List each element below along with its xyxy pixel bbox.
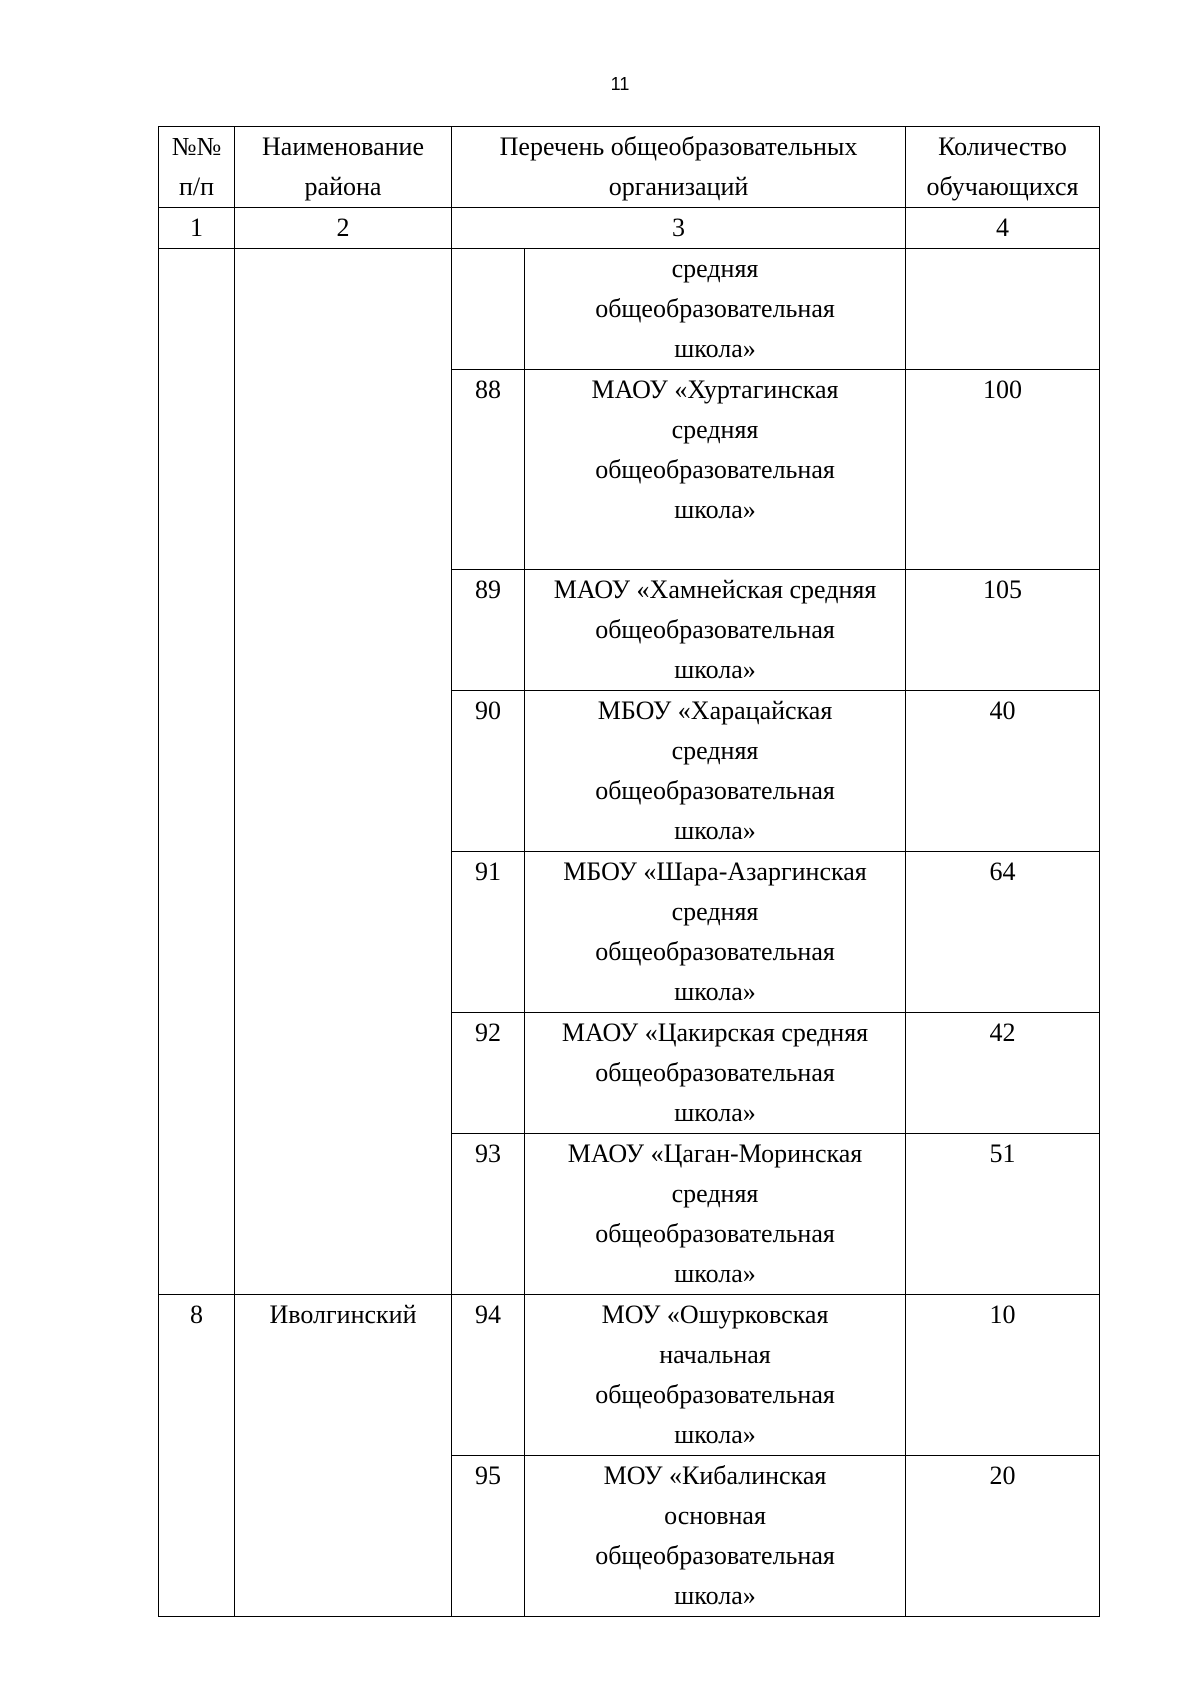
table-row: [159, 249, 1100, 370]
column-number: 2: [235, 208, 452, 249]
count-cell: 20: [906, 1456, 1100, 1617]
org-num-cell: 88: [452, 370, 525, 570]
org-name-cell: МБОУ «Харацайская средняя общеобразовательная школа»: [525, 691, 906, 852]
org-num-cell: 92: [452, 1013, 525, 1134]
column-numbers-row: [159, 208, 1100, 249]
header-count: Количество обучающихся: [906, 127, 1100, 208]
org-name-cell: МАОУ «Хамнейская средняя общеобразовательная школа»: [525, 570, 906, 691]
header-district: Наименование района: [235, 127, 452, 208]
header-orgs: Перечень общеобразовательных организаций: [452, 127, 906, 208]
org-num-cell: [452, 249, 525, 370]
page-number: 11: [610, 74, 630, 94]
header-row: [159, 127, 1100, 208]
count-cell: 105: [906, 570, 1100, 691]
count-cell: 100: [906, 370, 1100, 570]
header-num: №№ п/п: [159, 127, 235, 208]
column-number: 3: [452, 208, 906, 249]
column-number: 4: [906, 208, 1100, 249]
org-name-cell: МОУ «Ошурковская начальная общеобразовательная школа»: [525, 1295, 906, 1456]
org-name-cell: МАОУ «Цакирская средняя общеобразовательная школа»: [525, 1013, 906, 1134]
org-name-cell: средняя общеобразовательная школа»: [525, 249, 906, 370]
org-num-cell: 94: [452, 1295, 525, 1456]
count-cell: 42: [906, 1013, 1100, 1134]
org-num-cell: 93: [452, 1134, 525, 1295]
count-cell: 64: [906, 852, 1100, 1013]
org-num-cell: 89: [452, 570, 525, 691]
org-num-cell: 90: [452, 691, 525, 852]
org-name-cell: МБОУ «Шара-Азаргинская средняя общеобразовательная школа»: [525, 852, 906, 1013]
org-name-cell: МАОУ «Хуртагинская средняя общеобразовательная школа»: [525, 370, 906, 570]
org-name-cell: МОУ «Кибалинская основная общеобразовательная школа»: [525, 1456, 906, 1617]
district-num-cell: 8: [159, 1295, 235, 1617]
org-num-cell: 91: [452, 852, 525, 1013]
district-name-cell: Иволгинский: [235, 1295, 452, 1617]
district-num-cell: [159, 249, 235, 1295]
count-cell: 40: [906, 691, 1100, 852]
district-name-cell: [235, 249, 452, 1295]
count-cell: 51: [906, 1134, 1100, 1295]
column-number: 1: [159, 208, 235, 249]
org-name-cell: МАОУ «Цаган-Моринская средняя общеобразовательная школа»: [525, 1134, 906, 1295]
count-cell: [906, 249, 1100, 370]
org-num-cell: 95: [452, 1456, 525, 1617]
schools-table: [158, 126, 1100, 1617]
count-cell: 10: [906, 1295, 1100, 1456]
table-row: [159, 1295, 1100, 1456]
